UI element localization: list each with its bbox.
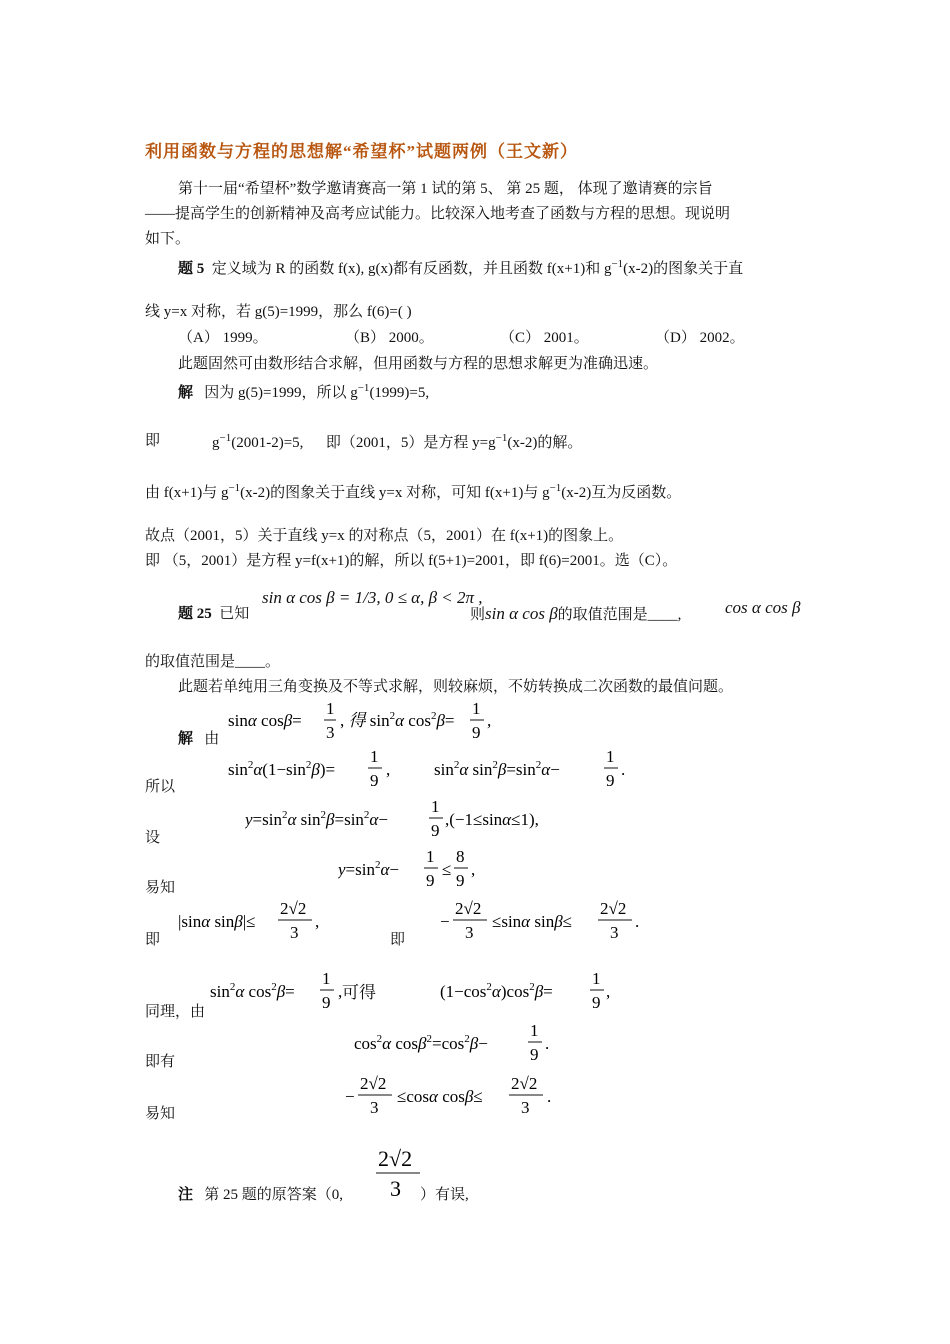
svg-text:,: , xyxy=(606,982,611,1001)
svg-text:sin2α(1−sin2β)=: $\sin^2\alpha(1-\sin^2\beta)=$ xyxy=(228,759,336,779)
label-keyou: 可得 xyxy=(342,983,376,1002)
formula-tongli-result xyxy=(440,970,640,1020)
svg-text:≤sinα sinβ≤: ≤sinα sinβ≤ xyxy=(492,912,573,931)
svg-text:9: 9 xyxy=(370,771,379,790)
svg-text:≤: ≤ xyxy=(442,860,452,879)
svg-text:3: 3 xyxy=(390,1176,401,1200)
intro-line-3: 如下。 xyxy=(145,231,191,247)
svg-text:1: 1 xyxy=(370,748,379,766)
svg-text:2√2: 2√2 xyxy=(511,1074,538,1093)
svg-text:2√2: 2√2 xyxy=(378,1146,413,1171)
svg-text:9: 9 xyxy=(426,871,435,890)
intro-line-1: 第十一届“希望杯”数学邀请赛高一第 1 试的第 5、 第 25 题， 体现了邀请赛的宗旨 xyxy=(178,181,713,197)
problem-5-remark: 此题固然可由数形结合求解，但用函数与方程的思想求解更为准确迅速。 xyxy=(178,356,659,372)
svg-text:y=sin2α−: $y=\sin^2\alpha-$ xyxy=(338,859,400,879)
svg-text:,: , xyxy=(315,912,320,931)
label-yizhi-2: 易知 xyxy=(145,1106,176,1122)
svg-text:(1−cos2α)cos2β=: $(1-\cos^2\alpha)\cos^2\beta=$ xyxy=(440,981,553,1001)
note: 注 第 25 题的原答案（0, xyxy=(178,1187,344,1203)
svg-text:2√2: 2√2 xyxy=(360,1074,387,1093)
svg-text:1: 1 xyxy=(322,970,331,988)
problem-25-range-2: 的取值范围是____。 xyxy=(145,654,281,670)
svg-text:≤cosα cosβ≤: ≤cosα cosβ≤ xyxy=(397,1087,483,1106)
svg-text:.: . xyxy=(547,1087,552,1106)
svg-text:.: . xyxy=(635,912,640,931)
problem-25-then: 则sin α cos β的取值范围是____, xyxy=(470,604,682,623)
problem-5-solution-1: 解 因为 g(5)=1999，所以 $g^{-1}(1999)=5$, xyxy=(178,382,430,401)
label-ji-1: 即 xyxy=(145,932,161,948)
svg-text:,(−1≤sinα≤1),: ,(−1≤sinα≤1), xyxy=(445,810,539,829)
svg-text:3: 3 xyxy=(290,923,299,942)
formula-given xyxy=(228,700,508,750)
svg-text:1: 1 xyxy=(431,798,440,816)
svg-text:1: 1 xyxy=(472,700,481,718)
formula-abs-bound xyxy=(178,898,338,948)
option-a: （A） 1999。 xyxy=(178,330,268,346)
formula-range-sin xyxy=(440,898,660,948)
svg-text:,: , xyxy=(471,860,476,879)
svg-text:.: . xyxy=(545,1034,550,1053)
svg-text:cos2α cosβ2=cos2β−: $\cos^2\alpha$ $\cos\beta^2=\cos^2\beta-$ xyxy=(354,1033,488,1053)
problem-5-solution-2: $g^{-1}(2001-2)=5$, 即（2001，5）是方程 $y=g^{-1}(x-2)$的解。 xyxy=(212,432,583,451)
svg-text:3: 3 xyxy=(370,1098,379,1117)
svg-text:9: 9 xyxy=(472,723,481,742)
option-c: （C） 2001。 xyxy=(500,330,589,346)
svg-text:sin2α cos2β=: $\sin^2\alpha$ $\cos^2\beta=$ xyxy=(210,981,295,1001)
svg-text:,: , xyxy=(487,711,492,730)
problem-25-cos-expr: cos α cos β xyxy=(725,598,801,617)
svg-text:,: , xyxy=(386,760,391,779)
svg-text:sin2α sin2β=sin2α−: $\sin^2\alpha$ $\sin^2\beta=\sin^2\alpha-$ xyxy=(434,759,560,779)
doc-title: 利用函数与方程的思想解“希望杯”试题两例（王文新） xyxy=(145,142,578,161)
option-b: （B） 2000。 xyxy=(345,330,434,346)
label-ji-2: 即 xyxy=(390,932,406,948)
svg-text:9: 9 xyxy=(592,993,601,1012)
problem-25-remark: 此题若单纯用三角变换及不等式求解，则较麻烦，不妨转换成二次函数的最值问题。 xyxy=(178,679,734,695)
svg-text:sinα cosβ=: sinα cosβ= xyxy=(228,711,302,730)
svg-text:.: . xyxy=(621,760,626,779)
svg-text:|sinα sinβ|≤: |sinα sinβ|≤ xyxy=(178,912,256,931)
svg-text:1: 1 xyxy=(592,970,601,988)
label-she: 设 xyxy=(145,830,161,846)
svg-text:1: 1 xyxy=(426,848,435,866)
formula-range-cos xyxy=(345,1073,565,1123)
svg-text:1: 1 xyxy=(530,1022,539,1040)
formula-yizhi-1 xyxy=(338,848,538,898)
svg-text:1: 1 xyxy=(326,700,335,718)
formula-tongli-given xyxy=(210,970,410,1020)
option-d: （D） 2002。 xyxy=(655,330,745,346)
svg-text:2√2: 2√2 xyxy=(280,899,307,918)
svg-text:2√2: 2√2 xyxy=(600,899,627,918)
svg-text:2√2: 2√2 xyxy=(455,899,482,918)
svg-text:−: − xyxy=(440,912,450,931)
svg-text:1: 1 xyxy=(606,748,615,766)
svg-text:3: 3 xyxy=(465,923,474,942)
svg-text:9: 9 xyxy=(606,771,615,790)
problem-25-label: 题 25 已知 xyxy=(178,606,250,622)
svg-text:, 得 sin2α cos2β=: , 得 $\sin^2\alpha$ $\cos^2\beta=$ xyxy=(340,710,455,730)
label-suoyi: 所以 xyxy=(145,779,176,795)
svg-text:3: 3 xyxy=(326,723,335,742)
problem-25-condition: sin α cos β = 1/3, 0 ≤ α, β < 2π , xyxy=(262,588,483,607)
label-yizhi-1: 易知 xyxy=(145,880,176,896)
note-end: ）有误, xyxy=(420,1187,469,1203)
svg-text:−: − xyxy=(345,1087,355,1106)
svg-text:9: 9 xyxy=(456,871,465,890)
problem-5-statement: 题 5 定义域为 R 的函数 f(x), g(x)都有反函数，并且函数 f(x+1)和 $g^{-1}(x-2)$的图象关于直 xyxy=(178,258,744,277)
intro-line-2: ——提高学生的创新精神及高考应试能力。比较深入地考查了函数与方程的思想。现说明 xyxy=(145,206,731,222)
svg-text:3: 3 xyxy=(521,1098,530,1117)
svg-text:8: 8 xyxy=(456,848,465,866)
svg-text:,: , xyxy=(338,982,343,1001)
formula-jiyou xyxy=(354,1022,574,1072)
label-tongli: 同理，由 xyxy=(145,1004,206,1020)
solution-label: 解 由 xyxy=(178,731,220,747)
formula-suoyi xyxy=(228,748,648,798)
svg-text:y=sin2α sin2β=sin2α−: $y=\sin^2\alpha$ $\sin^2\beta=\sin^2\alpha-$ xyxy=(245,809,388,829)
problem-5-solution-3: 由 f(x+1)与 $g^{-1}(x-2)$的图象关于直线 y=x 对称，可知 f(x+1)与 $g^{-1}(x-2)$互为反函数。 xyxy=(145,482,682,501)
svg-text:9: 9 xyxy=(530,1045,539,1064)
svg-text:3: 3 xyxy=(610,923,619,942)
problem-5-solution-4: 故点（2001，5）关于直线 y=x 的对称点（5，2001）在 f(x+1)的图象上。 xyxy=(145,528,624,544)
problem-5-solution-2-label: 即 xyxy=(145,433,161,449)
formula-she xyxy=(245,798,605,848)
label-jiyou: 即有 xyxy=(145,1054,176,1070)
problem-5-statement-line-2: 线 y=x 对称，若 g(5)=1999，那么 f(6)=( ) xyxy=(145,304,412,320)
svg-text:9: 9 xyxy=(322,993,331,1012)
problem-5-solution-5: 即 （5，2001）是方程 y=f(x+1)的解，所以 f(5+1)=2001，即 f(6)=2001。选（C）。 xyxy=(145,553,678,569)
svg-text:9: 9 xyxy=(431,821,440,840)
